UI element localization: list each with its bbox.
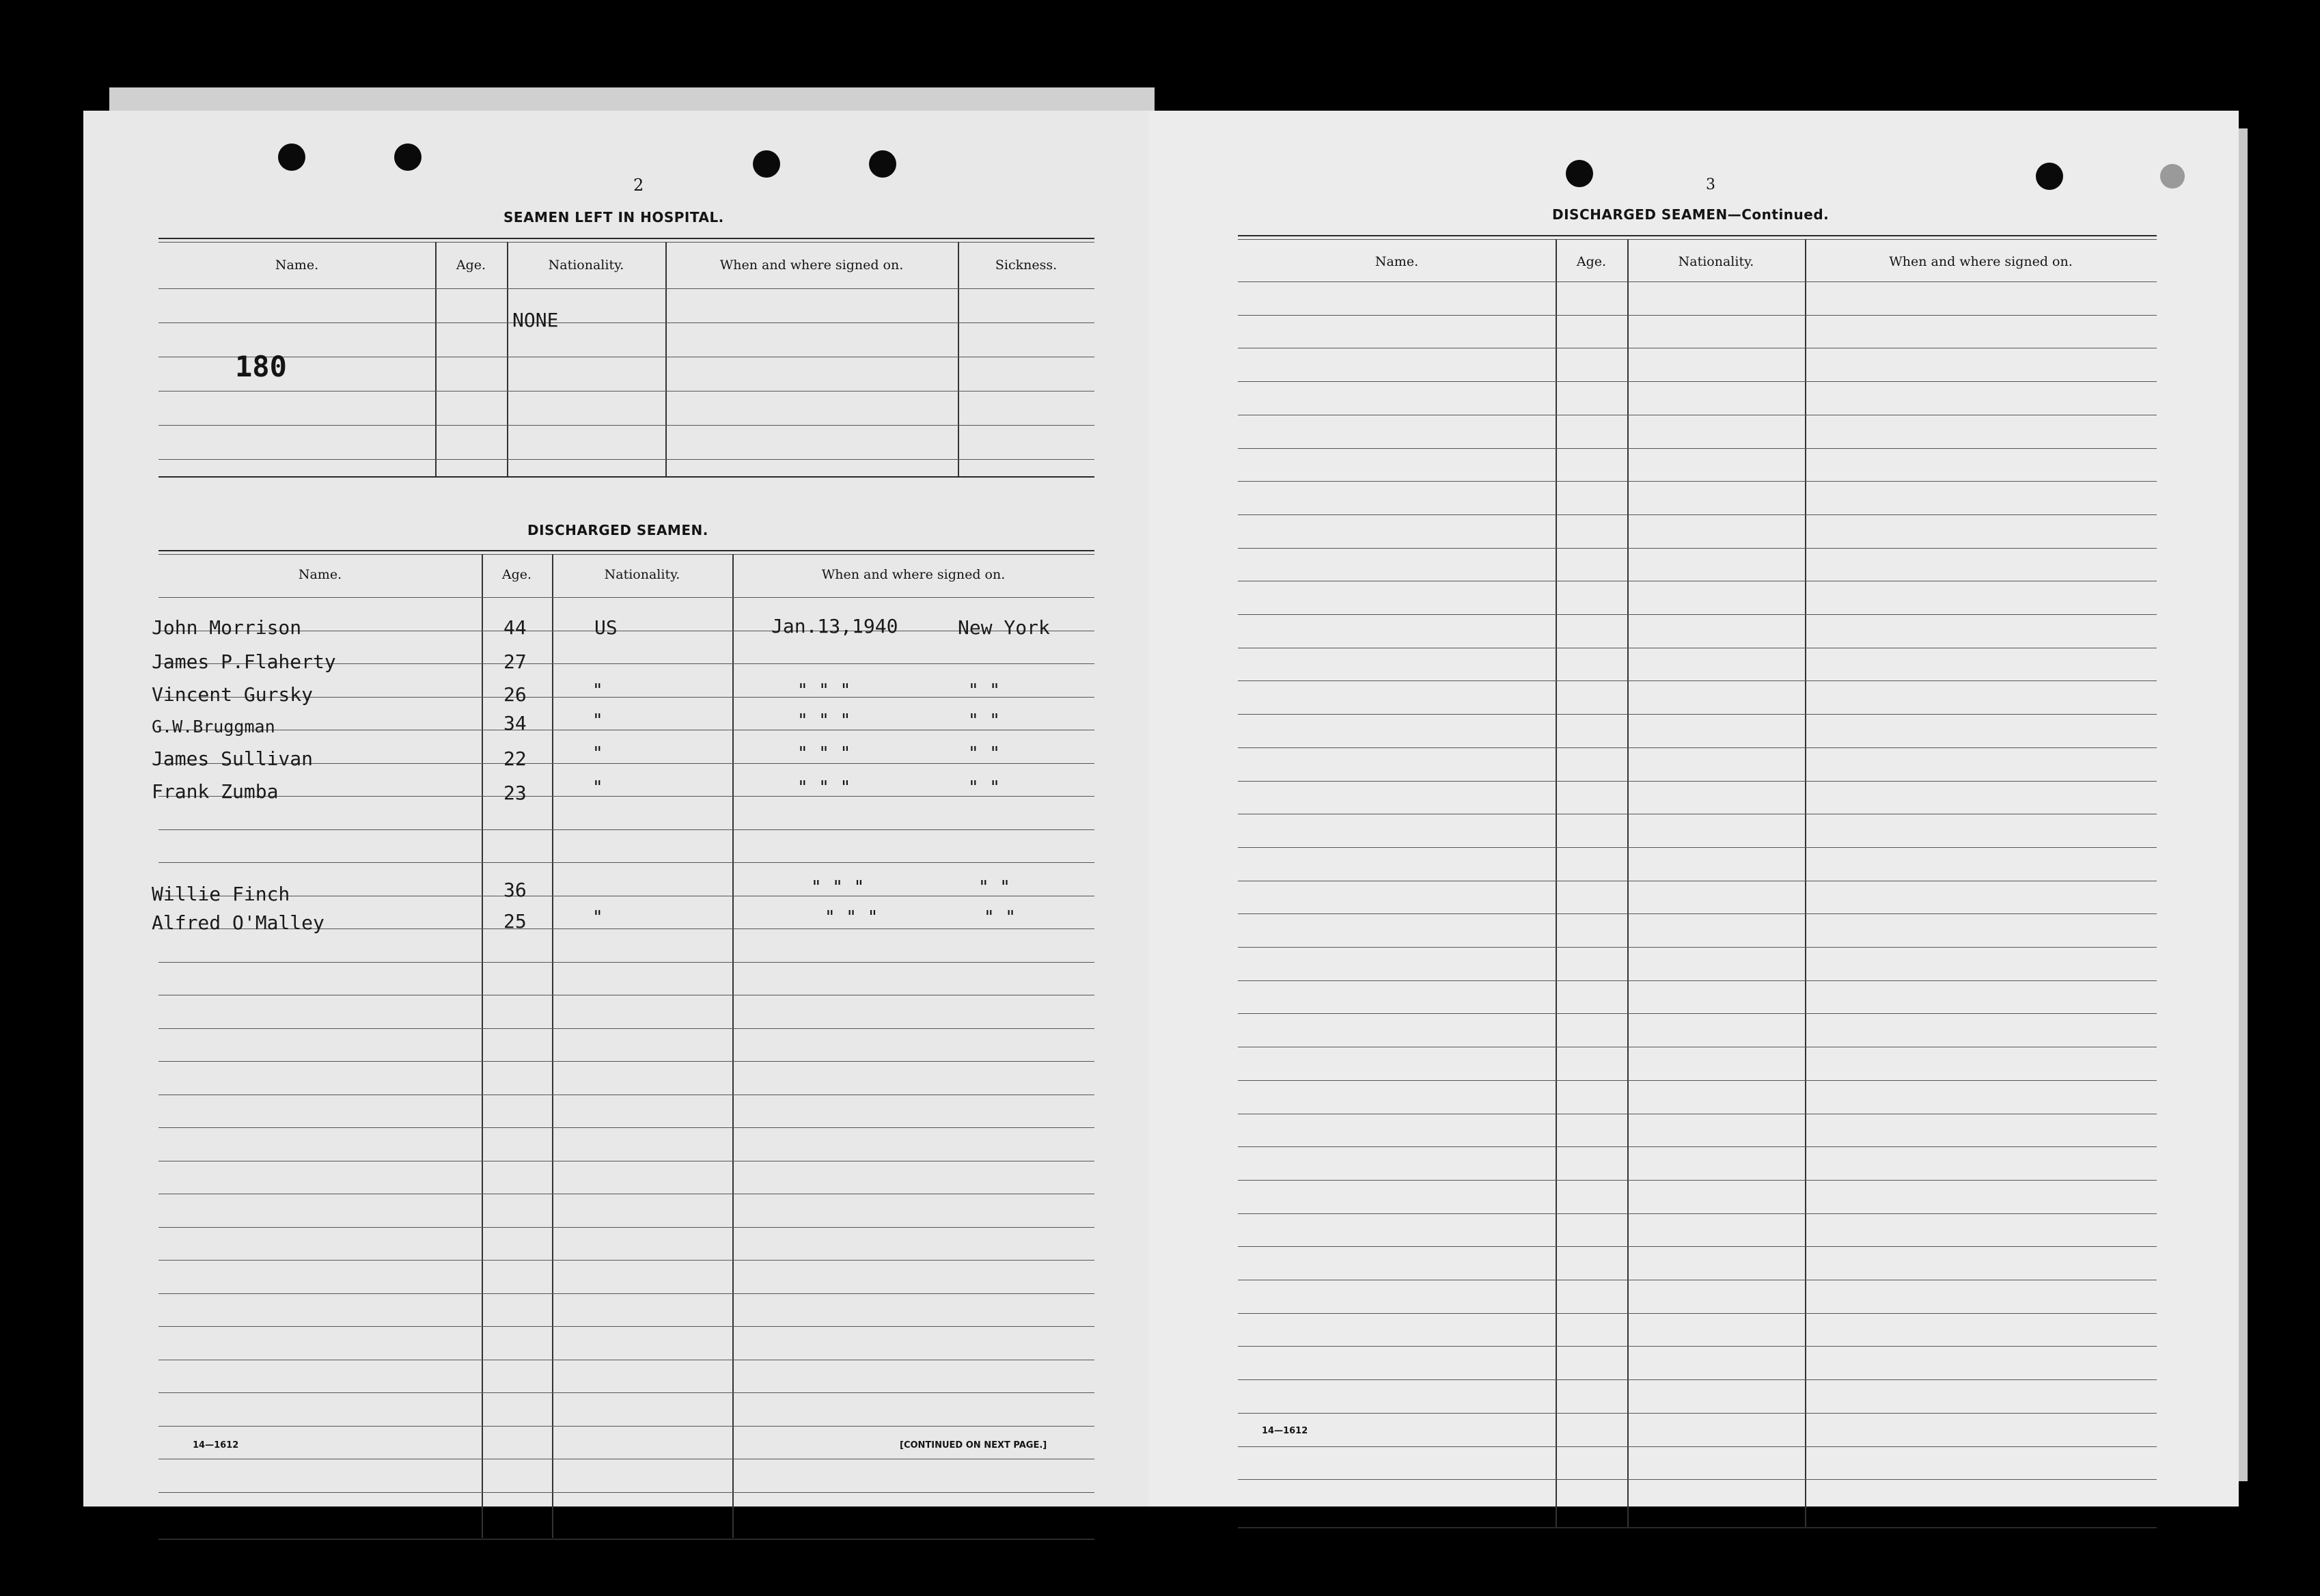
continued-note: [CONTINUED ON NEXT PAGE.]: [900, 1440, 1047, 1450]
header-age: Age.: [501, 567, 532, 582]
punch-hole: [753, 150, 780, 178]
seaman-name: James Sullivan: [152, 747, 314, 770]
header-name: Name.: [1375, 254, 1419, 269]
signed-on-date: " " ": [797, 680, 851, 701]
signed-on-date: Jan.13,1940: [771, 615, 898, 637]
row-rule: [1238, 281, 2157, 282]
row-rule: [158, 1227, 1094, 1228]
header-signed-on: When and where signed on.: [1889, 254, 2073, 269]
row-rule: [158, 1127, 1094, 1128]
row-rule: [1238, 548, 2157, 549]
seaman-name: James P.Flaherty: [152, 650, 336, 673]
signed-on-place: " ": [968, 680, 1000, 701]
signed-on-date: " " ": [811, 877, 865, 898]
row-rule: [1238, 481, 2157, 482]
row-rule: [1238, 714, 2157, 715]
seaman-nationality: ": [592, 907, 603, 928]
table-rule: [1238, 239, 2157, 240]
seaman-age: 23: [503, 782, 527, 804]
column-divider: [1556, 239, 1557, 1527]
seaman-nationality: US: [594, 616, 618, 639]
header-signed-on: When and where signed on.: [719, 258, 904, 273]
stamp-number: 180: [235, 350, 287, 383]
title-main: DISCHARGED SEAMEN: [1552, 206, 1728, 223]
row-rule: [158, 829, 1094, 830]
form-number: 14—1612: [193, 1440, 239, 1450]
seaman-nationality: ": [592, 680, 603, 701]
row-rule: [1238, 913, 2157, 914]
row-rule: [1238, 847, 2157, 848]
row-rule: [158, 962, 1094, 963]
column-divider: [665, 242, 667, 478]
punch-hole: [1566, 160, 1593, 187]
signed-on-date: " " ": [825, 907, 879, 928]
row-rule: [1238, 1213, 2157, 1214]
table-rule: [158, 554, 1094, 555]
form-number: 14—1612: [1262, 1426, 1308, 1436]
row-rule: [158, 1061, 1094, 1062]
column-divider: [958, 242, 959, 478]
column-divider: [1627, 239, 1629, 1527]
row-rule: [158, 796, 1094, 797]
punch-hole: [2160, 164, 2185, 189]
punch-hole: [2036, 163, 2063, 190]
signed-on-place: New York: [958, 616, 1050, 639]
row-rule: [1238, 514, 2157, 515]
row-rule: [1238, 781, 2157, 782]
seaman-age: 36: [503, 879, 527, 901]
row-rule: [1238, 614, 2157, 615]
page-number: 3: [1706, 176, 1715, 193]
signed-on-date: " " ": [797, 711, 851, 731]
row-rule: [1238, 680, 2157, 681]
signed-on-date: " " ": [797, 743, 851, 764]
row-rule: [1238, 315, 2157, 316]
seaman-nationality: ": [592, 711, 603, 731]
seaman-name: John Morrison: [152, 616, 302, 639]
header-nationality: Nationality.: [604, 567, 680, 582]
seaman-nationality: ": [592, 778, 603, 798]
title-suffix: —Continued.: [1727, 206, 1829, 223]
row-rule: [158, 1392, 1094, 1393]
column-divider: [552, 554, 553, 1538]
seaman-name: Vincent Gursky: [152, 683, 314, 706]
column-divider: [732, 554, 734, 1538]
table-rule: [158, 1539, 1094, 1540]
right-page: [1149, 111, 2239, 1506]
left-page: [83, 111, 1149, 1506]
header-age: Age.: [456, 258, 486, 273]
row-rule: [158, 322, 1094, 323]
header-sickness: Sickness.: [995, 258, 1058, 273]
row-rule: [1238, 1080, 2157, 1081]
row-rule: [1238, 1479, 2157, 1480]
row-rule: [1238, 1346, 2157, 1347]
seaman-age: 44: [503, 616, 527, 639]
signed-on-place: " ": [984, 907, 1016, 928]
seaman-name: Alfred O'Malley: [152, 911, 324, 934]
row-rule: [158, 1492, 1094, 1493]
header-nationality: Nationality.: [548, 258, 624, 273]
punch-hole: [869, 150, 896, 178]
row-rule: [158, 1426, 1094, 1427]
row-rule: [1238, 1180, 2157, 1181]
seaman-age: 22: [503, 747, 527, 770]
row-rule: [158, 597, 1094, 598]
header-name: Name.: [275, 258, 319, 273]
row-rule: [1238, 1313, 2157, 1314]
table-rule: [158, 476, 1094, 478]
header-age: Age.: [1576, 254, 1607, 269]
hospital-section-title: SEAMEN LEFT IN HOSPITAL.: [503, 209, 724, 225]
row-rule: [1238, 1146, 2157, 1147]
signed-on-place: " ": [968, 711, 1000, 731]
row-rule: [1238, 747, 2157, 748]
discharged-continued-title: [1552, 206, 1829, 223]
table-rule: [1238, 1527, 2157, 1528]
row-rule: [158, 862, 1094, 863]
row-rule: [158, 1293, 1094, 1294]
discharged-section-title: DISCHARGED SEAMEN.: [527, 522, 708, 538]
seaman-age: 26: [503, 683, 527, 706]
header-nationality: Nationality.: [1678, 254, 1754, 269]
row-rule: [158, 1326, 1094, 1327]
row-rule: [1238, 947, 2157, 948]
page-number: 2: [633, 176, 644, 195]
seaman-nationality: ": [592, 743, 603, 764]
row-rule: [158, 1260, 1094, 1261]
seaman-name: G.W.Bruggman: [152, 717, 275, 737]
table-rule: [1238, 235, 2157, 236]
punch-hole: [394, 143, 422, 171]
row-rule: [1238, 1379, 2157, 1380]
seaman-age: 27: [503, 650, 527, 673]
row-rule: [1238, 381, 2157, 382]
table-rule: [158, 550, 1094, 551]
row-rule: [158, 288, 1094, 289]
column-divider: [435, 242, 437, 478]
row-rule: [158, 425, 1094, 426]
signed-on-place: " ": [968, 743, 1000, 764]
column-divider: [1805, 239, 1806, 1527]
column-divider: [482, 554, 483, 1538]
header-signed-on: When and where signed on.: [821, 567, 1006, 582]
seaman-name: Willie Finch: [152, 883, 290, 905]
punch-hole: [278, 143, 305, 171]
signed-on-place: " ": [978, 877, 1010, 898]
table-rule: [158, 242, 1094, 243]
seaman-age: 25: [503, 910, 527, 933]
row-rule: [1238, 1246, 2157, 1247]
row-rule: [1238, 448, 2157, 449]
signed-on-place: " ": [968, 778, 1000, 798]
table-rule: [158, 238, 1094, 239]
row-rule: [1238, 1413, 2157, 1414]
row-rule: [1238, 1013, 2157, 1014]
row-rule: [1238, 1446, 2157, 1447]
row-rule: [158, 1028, 1094, 1029]
row-rule: [158, 459, 1094, 460]
row-rule: [1238, 980, 2157, 981]
seaman-age: 34: [503, 712, 527, 734]
column-divider: [507, 242, 508, 478]
header-name: Name.: [298, 567, 342, 582]
signed-on-date: " " ": [797, 778, 851, 798]
seaman-name: Frank Zumba: [152, 780, 279, 803]
hospital-none-entry: NONE: [512, 309, 559, 331]
